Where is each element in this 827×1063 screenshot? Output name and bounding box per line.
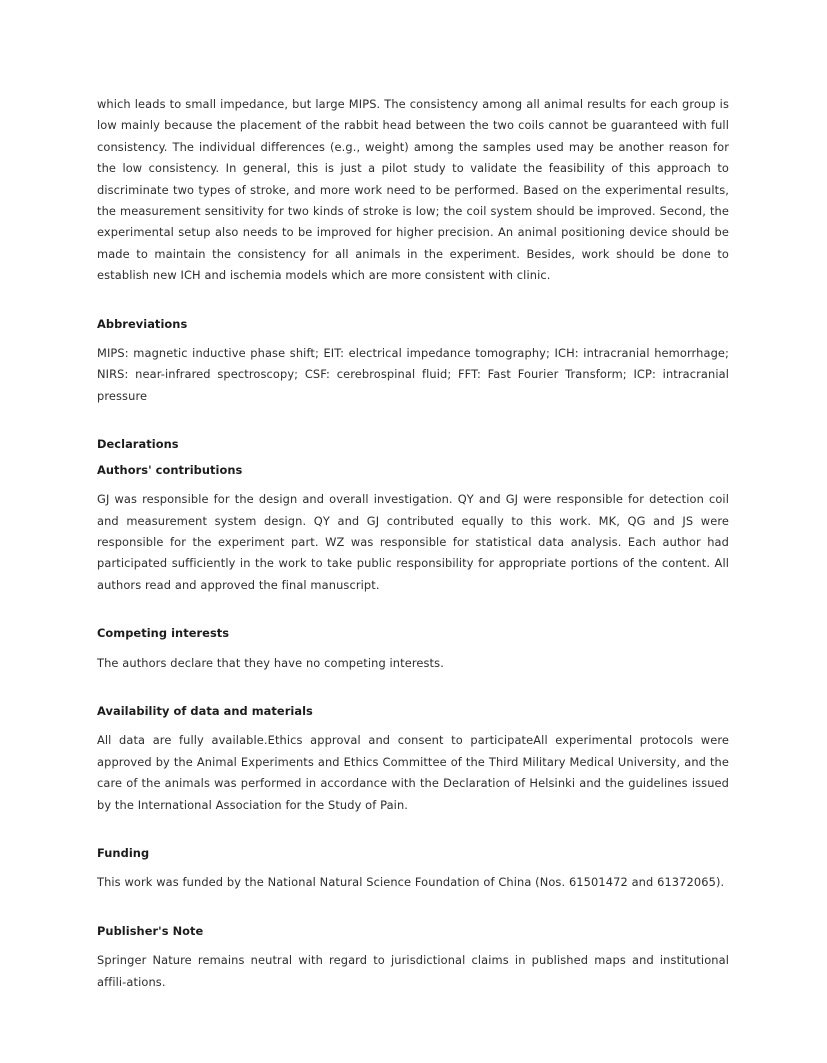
heading-competing-interests: Competing interests — [97, 626, 230, 641]
spacer — [97, 894, 729, 921]
spacer — [97, 481, 729, 489]
paragraph-authors-contributions: GJ was responsible for the design and overall investigation. QY and GJ were responsible for detection coil and measurement system design. QY and GJ contributed equally to this work. MK, QG and JS were responsible for the experiment part. WZ was responsible for statistical data analysis. Each author had participated sufficiently in the work to take public responsibility for appropriate portions of the content. All authors read and approved the final manuscript. — [97, 492, 729, 592]
spacer — [97, 864, 729, 872]
page-content-column — [97, 94, 729, 993]
heading-availability-of-data: Availability of data and materials — [97, 703, 313, 718]
paragraph-funding: This work was funded by the National Natural Science Foundation of China (Nos. 61501472 and 61372065). — [97, 875, 725, 890]
spacer — [97, 816, 729, 843]
heading-publishers-note: Publisher's Note — [97, 923, 204, 938]
paragraph-availability-of-data: All data are fully available.Ethics approval and consent to participateAll experimental protocols were approved by the Animal Experiments and Ethics Committee of the Third Military Medical University, and the care of the animals was performed in accordance with the Declaration of Helsinki and the guidelines issued by the International Association for the Study of Pain. — [97, 733, 729, 812]
spacer — [97, 407, 729, 434]
spacer — [97, 722, 729, 730]
paragraph-abbreviations: MIPS: magnetic inductive phase shift; EIT: electrical impedance tomography; ICH: intracranial hemorrhage; NIRS: near-infrared spectroscopy; CSF: cerebrospinal fluid; FFT: Fast Fourier Transform; ICP: intracranial pressure — [97, 346, 729, 403]
spacer — [97, 287, 729, 314]
heading-funding: Funding — [97, 845, 150, 860]
heading-authors-contributions: Authors' contributions — [97, 462, 243, 477]
spacer — [97, 335, 729, 343]
spacer — [97, 674, 729, 701]
spacer — [97, 942, 729, 950]
heading-declarations: Declarations — [97, 437, 179, 452]
paragraph-publishers-note: Springer Nature remains neutral with regard to jurisdictional claims in published maps and institutional affili-ations. — [97, 953, 729, 989]
paragraph-competing-interests: The authors declare that they have no competing interests. — [97, 655, 444, 670]
heading-abbreviations: Abbreviations — [97, 316, 188, 331]
spacer — [97, 645, 729, 653]
spacer — [97, 596, 729, 623]
paragraph-discussion-continued: which leads to small impedance, but large MIPS. The consistency among all animal results for each group is low mainly because the placement of the rabbit head between the two coils cannot be guaranteed with full consistency. The individual differences (e.g., weight) among the samples used may be another reason for the low consistency. In general, this is just a pilot study to validate the feasibility of this approach to discriminate two types of stroke, and more work need to be performed. Based on the experimental results, the measurement sensitivity for two kinds of stroke is low; the coil system should be improved. Second, the experimental setup also needs to be improved for higher precision. An animal positioning device should be made to maintain the consistency for all animals in the experiment. Besides, work should be done to establish new ICH and ischemia models which are more consistent with clinic. — [97, 97, 729, 283]
